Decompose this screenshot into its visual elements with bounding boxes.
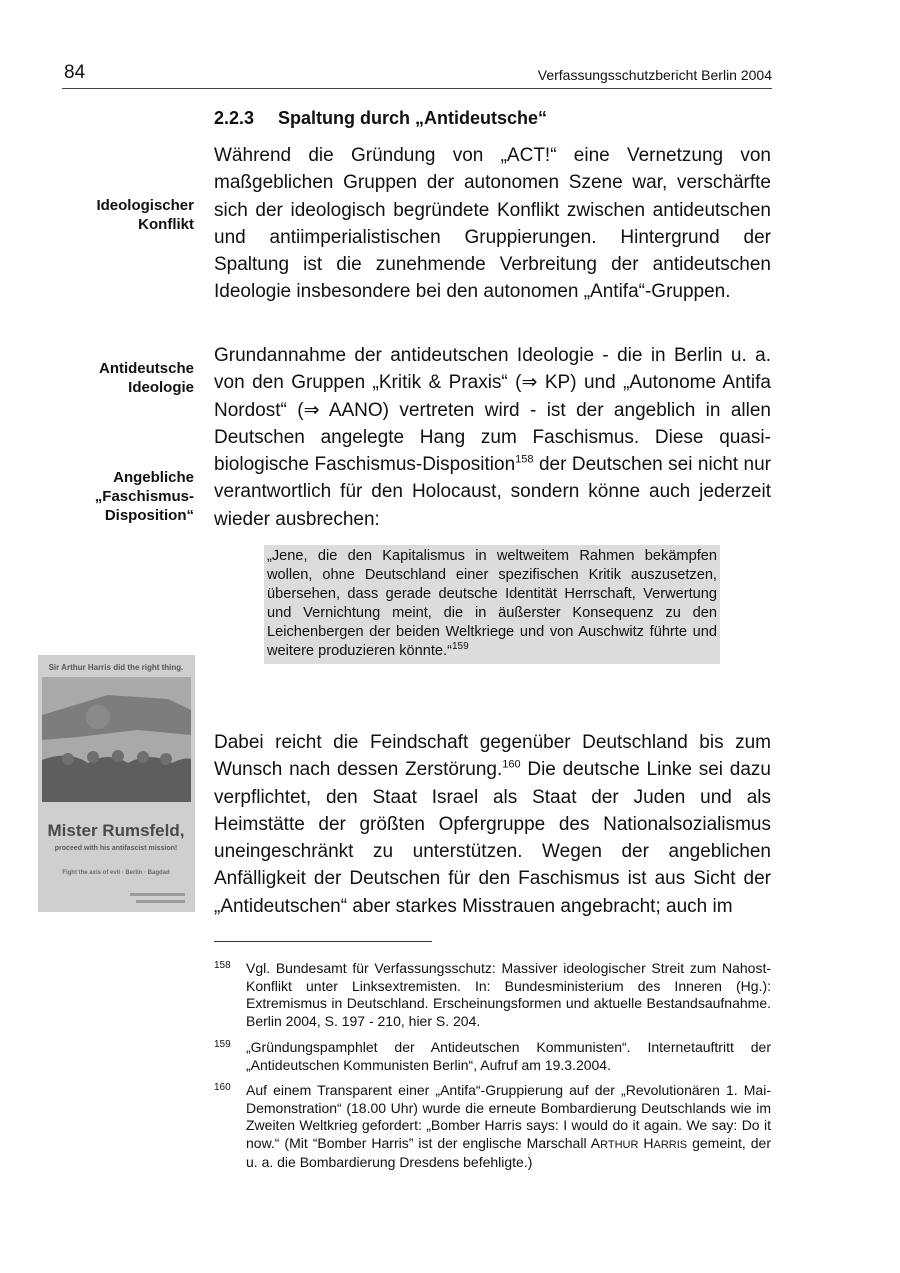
footnote-text-part: Auf einem Transparent einer „Antifa“-Gruppierung auf der „Revolutionären 1. Mai-Demonstration“ (18.00 Uhr) wurde die erneute Bombardierung Deutschlands wie im Zweiten Weltkrieg gefordert: „Bomber Harris says: I would do it again. We say: Do it now.“ (Mit “Bomber Harris” ist der englische Marschall A — [246, 1082, 771, 1151]
footnote-text: Vgl. Bundesamt für Verfassungsschutz: Massiver ideologischer Streit zum Nahost-Konflikt unter Linksextremisten. In: Bundesministerium des Inneren (Hg.): Extremismus in Deutschland. Erscheinungsformen und aktuelle Bestandsaufnahme. Berlin 2004, S. 197 - 210, hier S. 204. — [246, 960, 771, 1029]
footnote-ref-160[interactable]: 160 — [502, 758, 521, 771]
poster-subline: proceed with his antifascist mission! — [54, 845, 178, 852]
footnote-text-part: gemeint, der u. a. die Bombardierung Dresdens befehligte.) — [246, 1134, 772, 1170]
poster-small-line: Fight the axis of evil · Berlin · Bagdad — [62, 870, 170, 876]
running-title: Verfassungsschutzbericht Berlin 2004 — [537, 67, 772, 83]
paragraph-3-text: Die deutsche Linke sei dazu verpflichtet, den Staat Israel als Staat der Juden und als Heimstätte der größten Opfergruppe des Nationalsozialismus uneingeschränkt zu unterstützen. Wegen der angeblichen Anfälligkeit der Deutschen für den Faschismus ist aus Sicht der „Antideutschen“ aber starkes Misstrauen angebracht; auch im — [214, 759, 771, 917]
footnote-number: 158 — [214, 960, 231, 971]
margin-note-ideological-conflict — [14, 196, 194, 234]
paragraph-2-text: Grundannahme der antideutschen Ideologie - die in Berlin u. a. von den Gruppen „Kritik & Praxis“ (⇒ KP) und „Autonome Antifa Nordost“ (⇒ AANO) vertreten wird - ist der angeblich in allen Deutschen angelegte Hang zum Faschismus. Diese quasi-biologische Faschismus-Disposition — [214, 345, 771, 476]
margin-note-line: Disposition“ — [104, 507, 194, 524]
poster-headline: Mister Rumsfeld, — [47, 821, 185, 840]
footnote-text-part: H — [638, 1134, 654, 1151]
footnote-text: „Gründungspamphlet der Antideutschen Kommunisten“. Internetauftritt der „Antideutschen Kommunisten Berlin“, Aufruf am 19.3.2004. — [246, 1039, 771, 1073]
quote-block — [264, 545, 720, 664]
paragraph-2 — [214, 342, 771, 533]
footnote-ref-159[interactable]: 159 — [451, 641, 469, 653]
paragraph-3 — [214, 729, 771, 920]
section-number: 2.2.3 — [214, 108, 255, 128]
margin-note-line: „Faschismus- — [94, 488, 194, 505]
quote-text: „Jene, die den Kapitalismus in weltweitem Rahmen bekämpfen wollen, ohne Deutschland einer spezifischen Kritik auszusetzen, übersehen, dass gerade deutsche Identität Herrschaft, Verwertung und Vernichtung meint, die in äußerster Konsequenz zu den Leichenbergen der beiden Weltkriege und von Auschwitz führte und weitere produzieren könnte.“ — [267, 548, 717, 659]
footnote-159 — [214, 1039, 771, 1074]
paragraph-3-text: Dabei reicht die Feindschaft gegenüber Deutschland bis zum Wunsch nach dessen Zerstörung. — [214, 732, 771, 781]
footnote-number: 159 — [214, 1039, 231, 1050]
margin-note-line: Antideutsche — [98, 360, 194, 377]
footnote-rule — [214, 941, 432, 942]
paragraph-2-text: der Deutschen sei nicht nur verantwortlich für den Holocaust, sondern könne auch jederzeit wieder ausbrechen: — [214, 454, 771, 530]
margin-note-faschismus-disposition — [14, 468, 194, 525]
margin-note-line: Ideologischer — [96, 197, 194, 214]
section-title: Spaltung durch „Antideutsche“ — [278, 108, 548, 128]
footnote-text — [246, 1082, 771, 1172]
footnote-smallcaps: ARRIS — [653, 1138, 688, 1151]
footnote-160 — [214, 1082, 771, 1172]
margin-note-line: Angebliche — [113, 469, 194, 486]
footnote-ref-158[interactable]: 158 — [515, 453, 534, 466]
margin-note-line: Ideologie — [128, 379, 194, 396]
section-heading — [214, 108, 547, 129]
margin-note-line: Konflikt — [138, 216, 194, 233]
paragraph-1: Während die Gründung von „ACT!“ eine Vernetzung von maßgeblichen Gruppen der autonomen Szene war, verschärfte sich der ideologisch begründete Konflikt zwischen antideutschen und antiimperialistischen Gruppierungen. Hintergrund der Spaltung ist die zunehmende Verbreitung der antideutschen Ideologie insbesondere bei den autonomen „Antifa“-Gruppen. — [214, 145, 771, 303]
poster-image — [38, 655, 195, 912]
footnote-158 — [214, 960, 771, 1030]
margin-note-antideutsche-ideologie — [14, 359, 194, 397]
page-number: 84 — [64, 62, 86, 83]
poster-graphic — [38, 655, 195, 912]
header-rule — [62, 88, 772, 89]
poster-top-line: Sir Arthur Harris did the right thing. — [48, 663, 184, 672]
footnote-smallcaps: RTHUR — [600, 1138, 639, 1151]
footnote-number: 160 — [214, 1082, 231, 1093]
